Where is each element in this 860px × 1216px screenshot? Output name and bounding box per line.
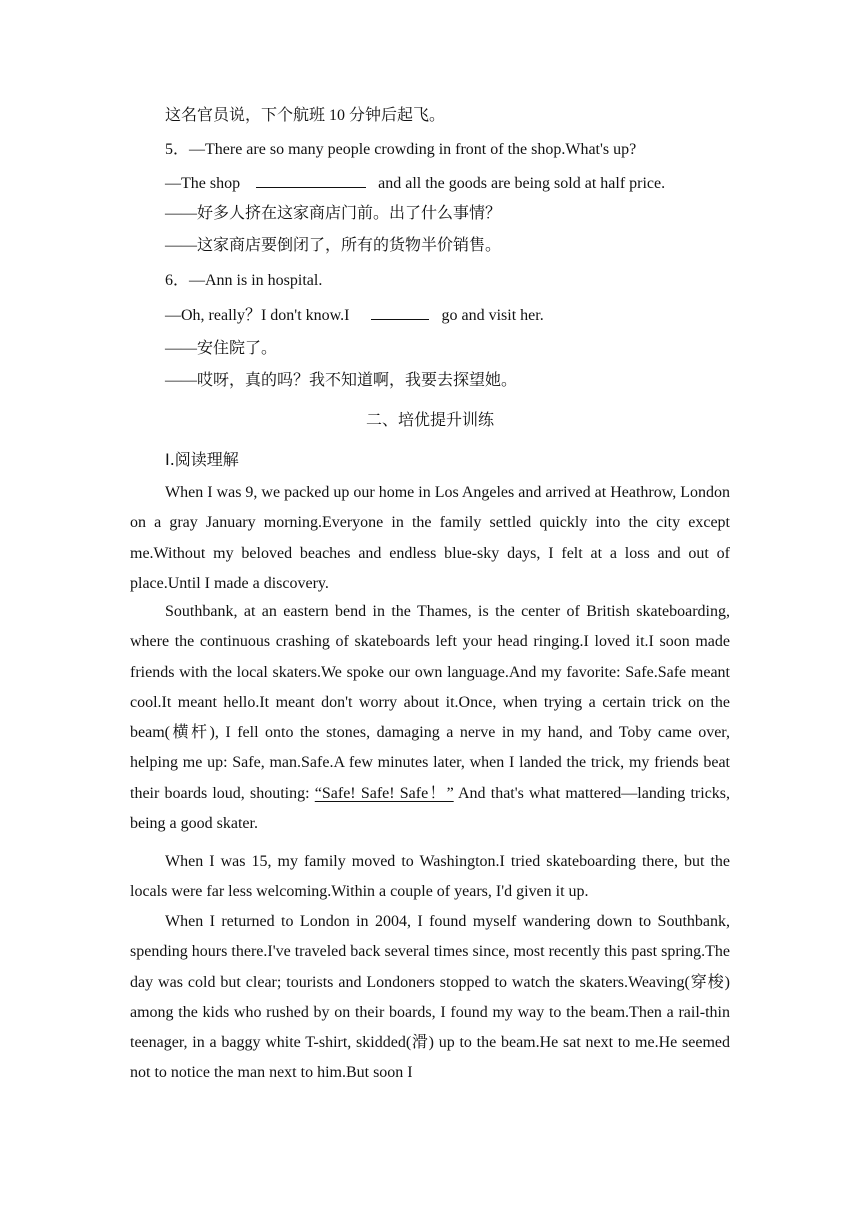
question-6-prompt: 6．—Ann is in hospital. (165, 272, 323, 289)
question-6-translation-2: ——哎呀，真的吗？我不知道啊，我要去探望她。 (165, 372, 518, 389)
underlined-phrase: “Safe! Safe! Safe！” (314, 784, 454, 802)
question-5-prompt: 5．—There are so many people crowding in front of the shop.What's up? (165, 141, 637, 158)
passage-paragraph-4: When I returned to London in 2004, I found myself wandering down to Southbank, spending hours there.I've traveled back several times since, most recently this past spring.The day was cold but clear; tourists and Londoners stopped to watch the skaters.Weaving(穿梭) among the kids who rushed by on their boards, I found my way to the beam.Then a rail-thin teenager, in a baggy white T-shirt, skidded(滑) up to the beam.He sat next to me.He seemed not to notice the man next to him.But soon I (130, 913, 730, 1082)
question-6-translation-1: ——安住院了。 (165, 340, 278, 357)
passage-paragraph-2-end: And that's what mattered—landing tricks, being a good skater. (130, 784, 731, 833)
passage-paragraph-1: When I was 9, we packed up our home in Los Angeles and arrived at Heathrow, London on a gray January morning.Everyone in the family settled quickly into the city except me.Without my beloved beaches and endless blue-sky days, I felt at a loss and out of place.Until I made a discovery. (130, 484, 731, 592)
passage-paragraph-2 (130, 597, 730, 839)
passage-paragraph-2-text: Southbank, at an eastern bend in the Thames, is the center of British skateboarding, where the continuous crashing of skateboards left your head ringing.I loved it.I soon made friends with the local skaters.We spoke our own language.And my favorite: Safe.Safe meant cool.It meant hello.It meant don't worry about it.Once, when trying a certain trick on the beam(横杆), I fell onto the stones, damaging a nerve in my hand, and Toby came over, helping me up: Safe, man.Safe.A few minutes later, when I landed the trick, my friends beat their boards loud, shouting: (130, 603, 730, 802)
question-6-answer-blank[interactable] (371, 305, 429, 320)
passage-paragraph-3: When I was 15, my family moved to Washington.I tried skateboarding there, but the locals were far less welcoming.Within a couple of years, I'd given it up. (130, 853, 730, 901)
translation-line-4: 这名官员说，下个航班 10 分钟后起飞。 (165, 107, 446, 124)
section-subtitle: Ⅰ.阅读理解 (165, 450, 239, 469)
question-6-response-end: go and visit her. (441, 307, 544, 324)
question-5-response (165, 173, 665, 194)
question-5-response-start: —The shop (165, 175, 241, 192)
question-6-response (165, 305, 544, 326)
question-5-translation-1: ——好多人挤在这家商店门前。出了什么事情？ (165, 205, 502, 222)
question-6-response-start: —Oh, really？I don't know.I (165, 307, 350, 324)
section-title: 二、培优提升训练 (365, 410, 494, 429)
question-5-translation-2: ——这家商店要倒闭了，所有的货物半价销售。 (165, 237, 502, 254)
question-5-answer-blank[interactable] (256, 173, 366, 188)
question-5-response-end: and all the goods are being sold at half price. (378, 175, 666, 192)
